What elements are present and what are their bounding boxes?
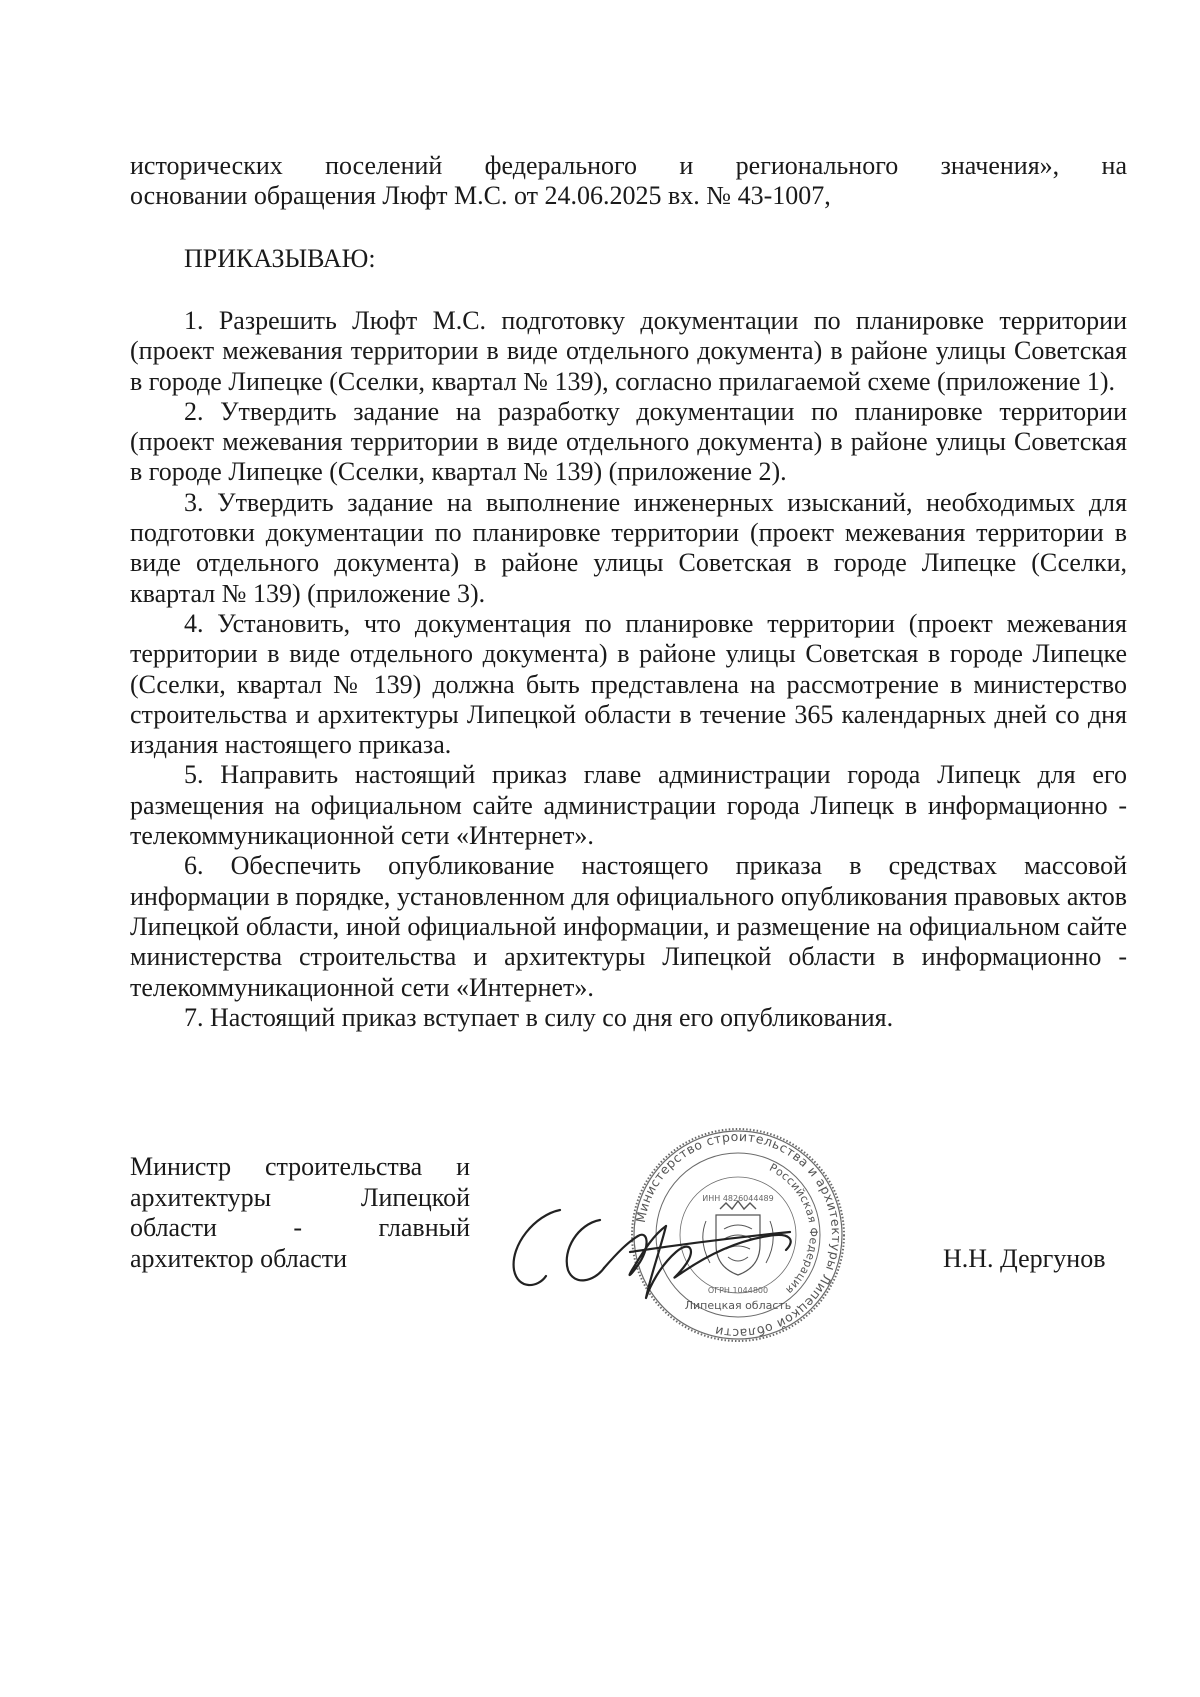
seal-outer-text: Министерство строительства и архитектуры Липецкой области [632,1128,845,1342]
seal-ogrn: ОГРН 1044800 [707,1286,769,1295]
signer-title [130,1152,470,1274]
intro-line: основании обращения Люфт М.С. от 24.06.2025 вх. № 43-1007, [130,181,831,211]
order-item-5: 5. Направить настоящий приказ главе администрации города Липецк для его размещения на официальном сайте администрации города Липецк в информационно - телекоммуникационной сети «Интернет». [130,760,1127,851]
order-item-3: 3. Утвердить задание на выполнение инженерных изысканий, необходимых для подготовки документации по планировке территории (проект межевания территории в виде отдельного документа) в районе улицы Советская в городе Липецке (Сселки, квартал № 139) (приложение 3). [130,487,1127,608]
intro-line: исторических поселений федерального и регионального значения», на [130,151,1127,180]
handwritten-signature [500,1190,880,1320]
seal-city: Липецкая область [684,1299,792,1312]
signer-name: Н.Н. Дергунов [943,1244,1106,1273]
order-item-1: 1. Разрешить Люфт М.С. подготовку документации по планировке территории (проект межевания территории в виде отдельного документа) в районе улицы Советская в городе Липецке (Сселки, квартал № 139), согласно прилагаемой схеме (приложение 1). [130,306,1127,396]
order-item-4: 4. Установить, что документация по планировке территории (проект межевания территории в виде отдельного документа) в районе улицы Советская в городе Липецке (Сселки, квартал № 139) должна быть представлена на рассмотрение в министерство строительства и архитектуры Липецкой области в течение 365 календарных дней со дня издания настоящего приказа. [130,608,1127,760]
order-items [130,306,1127,1033]
order-item-6: 6. Обеспечить опубликование настоящего приказа в средствах массовой информации в порядке, установленном для официального опубликования правовых актов Липецкой области, иной официальной информации, и размещение на официальном сайте министерства строительства и архитектуры Липецкой области в информационно - телекоммуникационной сети «Интернет». [130,851,1127,1002]
signer-title-line: Министр строительства и [130,1152,470,1181]
intro-paragraph [130,151,1127,212]
seal-country-text: Российская Федерация [767,1160,821,1297]
order-item-2: 2. Утвердить задание на разработку документации по планировке территории (проект межевания территории в виде отдельного документа) в районе улицы Советская в городе Липецке (Сселки, квартал № 139) (приложение 2). [130,396,1127,487]
seal-inn: ИНН 4826044489 [702,1194,774,1203]
signer-title-line: области - главный [130,1213,470,1242]
order-item-7: 7. Настоящий приказ вступает в силу со дня его опубликования. [184,1002,894,1032]
signer-title-line: архитектор области [130,1243,348,1273]
signer-title-line: архитектуры Липецкой [130,1182,470,1212]
order-heading: ПРИКАЗЫВАЮ: [184,244,376,273]
